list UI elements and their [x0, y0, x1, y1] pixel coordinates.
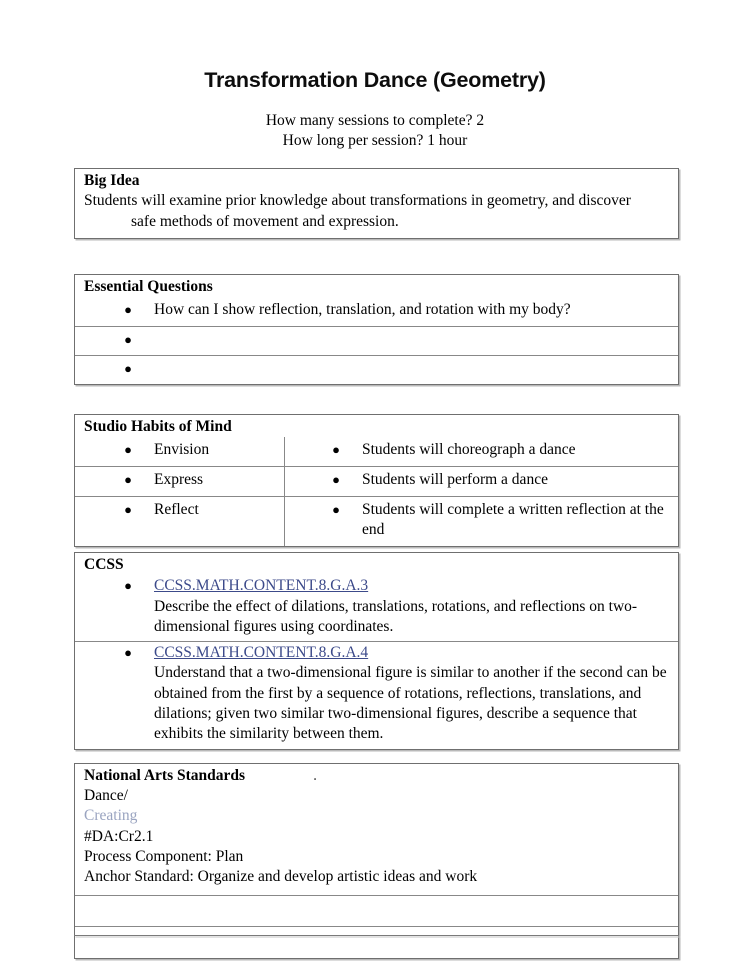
- list-item: [75, 437, 284, 466]
- big-idea-row: [75, 169, 678, 238]
- anchor-standard-line: Anchor Standard: Organize and develop artistic ideas and work: [84, 867, 478, 885]
- national-arts-standards-empty-row-2: [75, 926, 678, 958]
- essential-questions-row-3: [75, 355, 678, 384]
- studio-habits-cell-habit: [75, 437, 285, 466]
- studio-habits-row-3: [75, 496, 678, 546]
- studio-habits-cell-habit: [75, 467, 285, 496]
- studio-habits-heading: Studio Habits of Mind: [84, 418, 232, 435]
- bullet-icon: [75, 470, 132, 490]
- bullet-icon: [75, 330, 132, 350]
- bullet-icon: [75, 300, 132, 320]
- list-item: [75, 467, 284, 496]
- essential-question-text: How can I show reflection, translation, and rotation with my body?: [154, 301, 571, 319]
- big-idea-text: [75, 191, 678, 237]
- big-idea-line-2: safe methods of movement and expression.: [131, 212, 399, 230]
- studio-habits-box: [74, 414, 679, 547]
- national-arts-standards-empty-row-1: [75, 895, 678, 926]
- bullet-icon: [75, 440, 132, 460]
- heading-marker: .: [313, 767, 317, 784]
- discipline-label: Dance/: [84, 787, 128, 805]
- studio-habit-evidence: Students will complete a written reflection at the end: [362, 500, 664, 539]
- list-item: [75, 642, 678, 748]
- studio-habits-row: [75, 437, 678, 466]
- studio-habit-evidence: Students will perform a dance: [362, 470, 548, 488]
- studio-habits-cell-evidence: [285, 437, 678, 466]
- standard-code: #DA:Cr2.1: [84, 827, 154, 845]
- next-section-top-border: [74, 935, 679, 936]
- page-title: Transformation Dance (Geometry): [204, 68, 546, 92]
- essential-questions-row-2: [75, 326, 678, 355]
- national-arts-standards-header: [75, 764, 678, 786]
- national-arts-standards-body: [75, 786, 678, 895]
- studio-habits-row: [75, 467, 678, 496]
- list-item: [75, 497, 284, 526]
- list-item: [75, 575, 678, 641]
- bullet-icon: [285, 440, 340, 460]
- bullet-icon: [285, 470, 340, 490]
- list-item: [285, 497, 678, 546]
- essential-questions-box: [74, 274, 679, 385]
- ccss-entry: [132, 576, 670, 637]
- national-arts-standards-row: [75, 764, 678, 895]
- standard-code-line: [84, 786, 669, 846]
- ccss-heading: CCSS: [84, 556, 124, 573]
- ccss-entry: [132, 643, 670, 744]
- studio-habits-row-2: [75, 466, 678, 496]
- process-component-line: Process Component: Plan: [84, 847, 244, 865]
- bullet-icon: [75, 500, 132, 520]
- big-idea-box: [74, 168, 679, 239]
- session-info: [0, 111, 750, 152]
- session-length-line: How long per session? 1 hour: [282, 132, 468, 150]
- process-label: Creating: [84, 807, 138, 825]
- essential-questions-heading: Essential Questions: [84, 278, 213, 295]
- list-item: [285, 467, 678, 496]
- list-item: [75, 297, 678, 326]
- national-arts-standards-heading: National Arts Standards: [84, 767, 246, 784]
- ccss-standard-link[interactable]: CCSS.MATH.CONTENT.8.G.A.4: [154, 644, 369, 662]
- big-idea-heading: Big Idea: [84, 172, 140, 189]
- essential-questions-row-1: [75, 275, 678, 326]
- ccss-box: [74, 552, 679, 750]
- ccss-row-2: [75, 641, 678, 748]
- studio-habits-row: [75, 497, 678, 546]
- ccss-standard-description: Describe the effect of dilations, translations, rotations, and reflections on two-dimensional figures using coordinates.: [154, 597, 638, 635]
- studio-habit-evidence: Students will choreograph a dance: [362, 441, 576, 459]
- big-idea-line-1: Students will examine prior knowledge about transformations in geometry, and discover: [84, 192, 631, 210]
- bullet-icon: [75, 576, 132, 596]
- studio-habit-label: Reflect: [154, 500, 199, 518]
- studio-habits-header-row: [75, 415, 678, 466]
- studio-habits-cell-evidence: [285, 497, 678, 546]
- studio-habits-cell-evidence: [285, 467, 678, 496]
- list-item: [75, 356, 678, 384]
- studio-habit-label: Express: [154, 470, 204, 488]
- list-item: [75, 327, 678, 355]
- studio-habits-cell-habit: [75, 497, 285, 546]
- sessions-count-line: How many sessions to complete? 2: [265, 112, 485, 129]
- ccss-row-1: [75, 553, 678, 641]
- bullet-icon: [75, 359, 132, 379]
- list-item: [285, 437, 678, 466]
- bullet-icon: [75, 643, 132, 663]
- ccss-standard-link[interactable]: CCSS.MATH.CONTENT.8.G.A.3: [154, 577, 369, 595]
- national-arts-standards-box: [74, 763, 679, 959]
- studio-habit-label: Envision: [154, 441, 210, 459]
- ccss-standard-description: Understand that a two-dimensional figure is similar to another if the second can be obtained from the first by a sequence of rotations, reflections, translations, and dilations; given two similar two-dimensional figures, describe a sequence that exhibits the similarity between them.: [154, 664, 667, 743]
- bullet-icon: [285, 500, 340, 520]
